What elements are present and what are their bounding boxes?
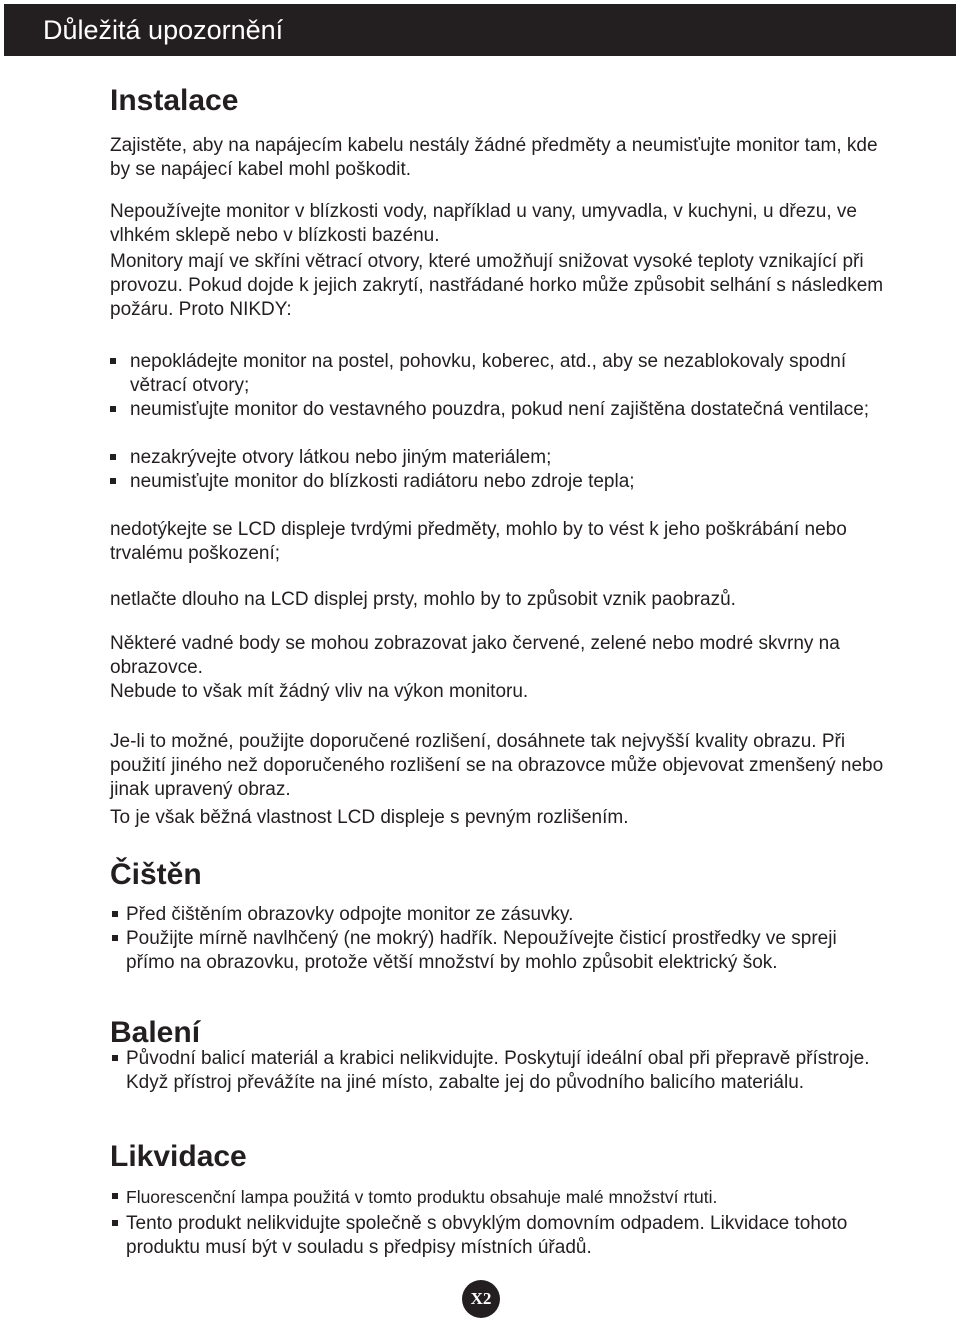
heading-installation: Instalace (110, 84, 239, 117)
installation-bullet-2: neumisťujte monitor do vestavného pouzdra, pokud není zajištěna dostatečná ventilace; (130, 399, 870, 420)
disposal-bullet-1: Fluorescenční lampa použitá v tomto produktu obsahuje malé množství rtuti. (126, 1187, 718, 1207)
bullet-marker (112, 935, 118, 941)
cleaning-bullet-2: Použijte mírně navlhčený (ne mokrý) hadřík. Nepoužívejte čisticí prostředky ve spreji přímo na obrazovku, protože větší množství by mohlo způsobit elektrický šok. (126, 928, 837, 973)
cleaning-bullet-1: Před čištěním obrazovky odpojte monitor ze zásuvky. (126, 904, 574, 925)
installation-paragraph-4: nedotýkejte se LCD displeje tvrdými předměty, mohlo by to vést k jeho poškrábání nebo trvalému poškození; (110, 519, 847, 564)
disposal-bullet-2: Tento produkt nelikvidujte společně s obvyklým domovním odpadem. Likvidace tohoto produktu musí být v souladu s předpisy místních úřadů. (126, 1213, 848, 1258)
page-number-badge: X2 (462, 1280, 500, 1318)
bullet-marker (110, 406, 116, 412)
bullet-marker (110, 454, 116, 460)
installation-paragraph-3: Monitory mají ve skříni větrací otvory, které umožňují snižovat vysoké teploty vznikající při provozu. Pokud dojde k jejich zakrytí, nastřádané horko může způsobit selhání s následkem požáru. Proto NIKDY: (110, 251, 884, 320)
installation-paragraph-1: Zajistěte, aby na napájecím kabelu nestály žádné předměty a neumisťujte monitor tam, kde by se napájecí kabel mohl poškodit. (110, 135, 878, 180)
bullet-marker (112, 1055, 118, 1061)
installation-bullet-4: neumisťujte monitor do blízkosti radiátoru nebo zdroje tepla; (130, 471, 635, 492)
header-bar (4, 4, 956, 56)
installation-bullet-3: nezakrývejte otvory látkou nebo jiným materiálem; (130, 447, 552, 468)
page-title: Důležitá upozornění (43, 15, 284, 45)
installation-paragraph-7a: Je-li to možné, použijte doporučené rozlišení, dosáhnete tak nejvyšší kvality obrazu. Při použití jiného než doporučeného rozlišení se na obrazovce může objevovat zmenšený nebo jinak upravený obraz. (110, 731, 884, 800)
installation-paragraph-7b: To je však běžná vlastnost LCD displeje s pevným rozlišením. (110, 807, 629, 828)
installation-paragraph-6b: Nebude to však mít žádný vliv na výkon monitoru. (110, 681, 529, 702)
installation-bullet-1: nepokládejte monitor na postel, pohovku, koberec, atd., aby se nezablokovaly spodní větrací otvory; (130, 351, 847, 396)
packing-bullet-1: Původní balicí materiál a krabici nelikvidujte. Poskytují ideální obal při přepravě přístroje. Když přístroj převážíte na jiné místo, zabalte jej do původního balicího materiálu. (126, 1048, 870, 1093)
bullet-marker (112, 1193, 118, 1199)
installation-paragraph-2: Nepoužívejte monitor v blízkosti vody, například u vany, umyvadla, v kuchyni, u dřezu, ve vlhkém sklepě nebo v blízkosti bazénu. (110, 201, 857, 246)
heading-packing: Balení (110, 1016, 201, 1049)
installation-paragraph-6a: Některé vadné body se mohou zobrazovat jako červené, zelené nebo modré skvrny na obrazovce. (110, 633, 840, 678)
heading-cleaning: Čištěn (110, 858, 202, 891)
bullet-marker (112, 911, 118, 917)
bullet-marker (110, 478, 116, 484)
installation-paragraph-5: netlačte dlouho na LCD displej prsty, mohlo by to způsobit vznik paobrazů. (110, 589, 736, 610)
heading-disposal: Likvidace (110, 1140, 247, 1173)
bullet-marker (112, 1220, 118, 1226)
bullet-marker (110, 358, 116, 364)
